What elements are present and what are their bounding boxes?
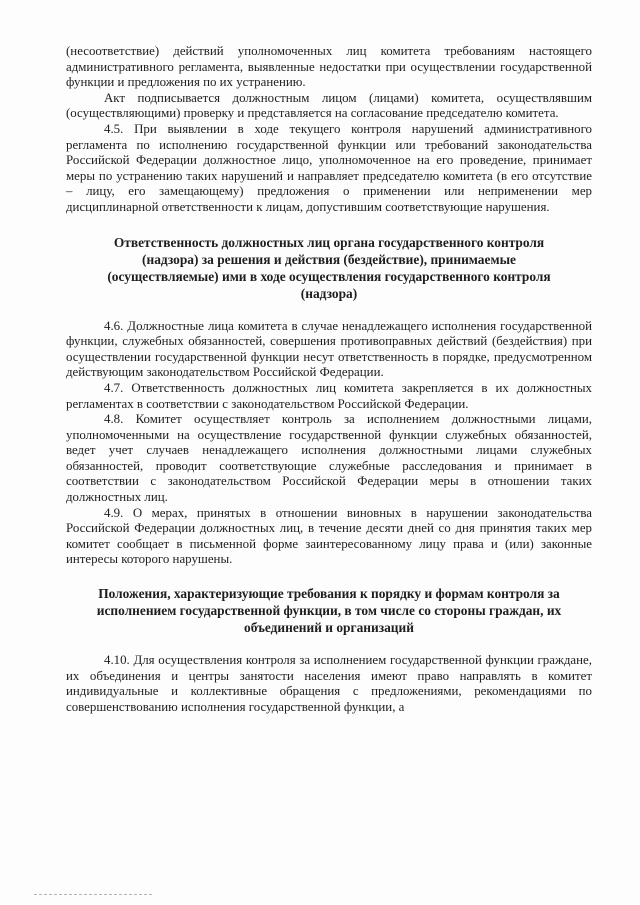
paragraph-4-10: 4.10. Для осуществления контроля за исполнением государственной функции граждане, их объединения и центры занятости населения имеют право направлять в комитет индивидуальные и коллективные обращения с предложениями, рекомендациями по совершенствованию исполнения государственной функции, а [66, 653, 592, 714]
paragraph-4-5: 4.5. При выявлении в ходе текущего контроля нарушений административного регламента по исполнению государственной функции или требований законодательства Российской Федерации должностное лицо, уполномоченное на его проведение, принимает меры по устранению таких нарушений и направляет председателю комитета (в его отсутствие – лицу, его замещающему) предложения о применении или неприменении мер дисциплинарной ответственности к лицам, допустившим соответствующие нарушения. [66, 121, 592, 214]
section-heading-control-provisions: Положения, характеризующие требования к порядку и формам контроля за исполнением государственной функции, в том числе со стороны граждан, их объединений и организаций [96, 586, 562, 636]
paragraph-4-7: 4.7. Ответственность должностных лиц комитета закрепляется в их должностных регламентах в соответствии с законодательством Российской Федерации. [66, 380, 592, 411]
document-body [66, 44, 592, 715]
footer-divider [34, 894, 152, 895]
section-heading-responsibility: Ответственность должностных лиц органа государственного контроля (надзора) за решения и действия (бездействие), принимаемые (осуществляемые) ими в ходе осуществления государственного контроля (надзора) [107, 234, 551, 301]
paragraph-4-9: 4.9. О мерах, принятых в отношении виновных в нарушении законодательства Российской Федерации должностных лиц, в течение десяти дней со дня принятия таких мер комитет сообщает в письменной форме заинтересованному лицу права и (или) законные интересы которого нарушены. [66, 505, 592, 567]
paragraph-intro-continuation: (несоответствие) действий уполномоченных лиц комитета требованиям настоящего административного регламента, выявленные недостатки при осуществлении государственной функции и предложения по их устранению. [66, 44, 592, 90]
paragraph-4-6: 4.6. Должностные лица комитета в случае ненадлежащего исполнения государственной функции, служебных обязанностей, совершения противоправных действий (бездействия) при осуществлении государственной функции несут ответственность в порядке, предусмотренном действующим законодательством Российской Федерации. [66, 318, 592, 380]
paragraph-4-8: 4.8. Комитет осуществляет контроль за исполнением должностными лицами, уполномоченными на осуществление государственной функции служебных обязанностей, ведет учет случаев ненадлежащего исполнения должностными лицами служебных обязанностей, проводит соответствующие служебные расследования и принимает в соответствии с законодательством Российской Федерации меры в отношении таких должностных лиц. [66, 412, 592, 505]
paragraph-act-signing: Акт подписывается должностным лицом (лицами) комитета, осуществлявшим (осуществляющими) проверку и представляется на согласование председателю комитета. [66, 90, 592, 121]
